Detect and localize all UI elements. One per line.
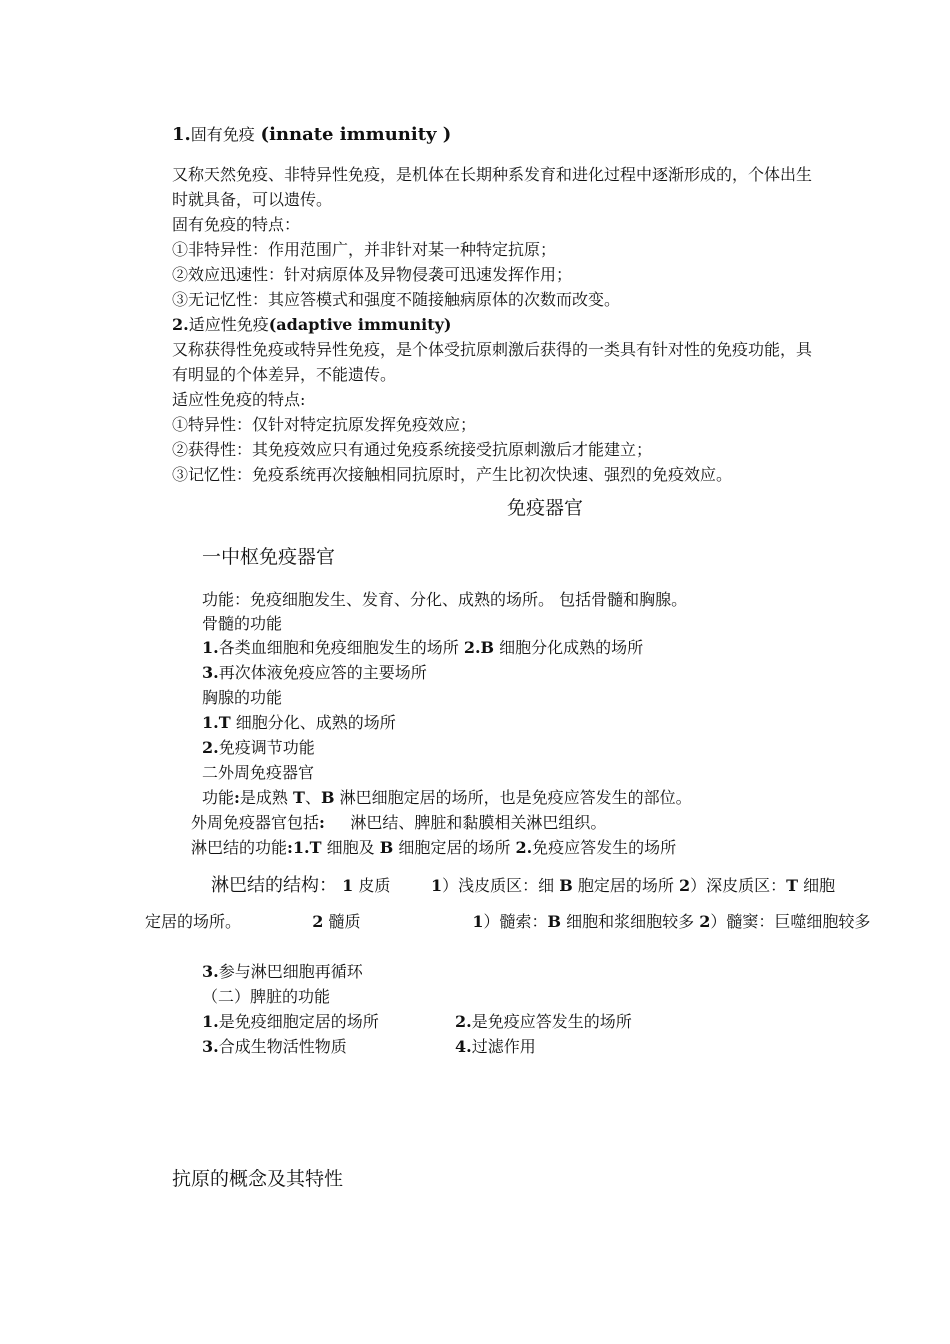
ln-func-text-3: 免疫应答发生的场所 [532,838,677,857]
marrow-3-text: 再次体液免疫应答的主要场所 [218,663,427,682]
ln-s-1: 1 [342,876,354,895]
marrow-1-text: 各类血细胞和免疫细胞发生的场所 [218,638,459,657]
section-2-features-title: 适应性免疫的特点: [172,390,306,409]
ln-func-text-2: 细胞定居的场所 [398,838,511,857]
section-2-title [172,314,451,336]
section-1-features-title: 固有免疫的特点： [172,215,301,234]
spleen-3-text: 合成生物活性物质 [218,1037,347,1056]
thymus-1-text: 细胞分化、成熟的场所 [235,713,396,732]
ln-s-1p: 1 [431,876,443,895]
peri-include-text: 淋巴结、脾脏和黏膜相关淋巴组织。 [350,813,607,832]
section-2-desc-line-2: 有明显的个体差异，不能遗传。 [172,365,397,384]
ln-s-cell: 细胞 [803,876,836,895]
peripheral-function [202,787,692,809]
spleen-3-number: 3. [202,1037,219,1056]
section-2-feature-3: ③记忆性：免疫系统再次接触相同抗原时，产生比初次快速、强烈的免疫效应。 [172,465,733,484]
ln-s-cortex: 皮质 [358,876,391,895]
organs-heading: 免疫器官 [506,497,583,519]
section-2-desc-line-1: 又称获得性免疫或特异性免疫，是个体受抗原刺激后获得的一类具有针对性的免疫功能，具 [172,340,813,359]
ln-s2-plasma: 细胞和浆细胞较多 [566,912,695,931]
section-2-title-cn: 适应性免疫 [188,315,269,334]
spleen-2-text: 是免疫应答发生的场所 [471,1012,632,1031]
central-organs-title: 一中枢免疫器官 [202,546,336,568]
marrow-title: 骨髓的功能 [202,614,283,633]
ln-s-B: B [559,876,573,895]
marrow-2-text: 细胞分化成熟的场所 [499,638,644,657]
section-1-title-en: (innate immunity ) [260,124,452,145]
ln-s-deep: ）深皮质区： [690,876,787,895]
thymus-1-number: 1.T [202,713,231,732]
marrow-3-number: 3. [202,663,219,682]
peri-func-label: 功能 [202,788,235,807]
peri-func-sep: 、 [304,788,321,807]
peri-include-label: 外周免疫器官包括 [191,813,320,832]
ln-s-bcell: 胞定居的场所 [577,876,674,895]
lymph-node-structure-line-1 [211,875,835,897]
ln-s-2p: 2 [679,876,691,895]
ln-s-shallow: ）浅皮质区：细 [442,876,555,895]
peri-func-B: B [320,788,335,807]
thymus-function-2 [202,737,315,759]
marrow-2-number: 2.B [463,638,495,657]
peri-func-text-1: 是成熟 [239,788,288,807]
section-1-title [172,124,451,146]
thymus-function-1 [202,712,396,734]
marrow-1-number: 1. [202,638,219,657]
ln-s2-1p: 1 [472,912,484,931]
central-organs-function: 功能：免疫细胞发生、发育、分化、成熟的场所。 包括骨髓和胸腺。 [202,590,688,609]
ln-s2-2: 2 [312,912,324,931]
spleen-function-3 [202,1036,347,1058]
spleen-function-2 [455,1011,632,1033]
ln-3-number: 3. [202,962,219,981]
section-2-feature-1: ①特异性：仅针对特定抗原发挥免疫效应； [172,415,477,434]
antigen-title: 抗原的概念及其特性 [172,1168,344,1190]
section-1-feature-1: ①非特异性：作用范围广，并非针对某一种特定抗原； [172,240,557,259]
spleen-functions-1-2 [202,1011,379,1033]
ln-s2-cord: ）髓索： [483,912,548,931]
spleen-4-number: 4. [455,1037,472,1056]
section-1-title-cn: 固有免疫 [190,125,255,144]
lymph-node-function-3 [202,961,363,983]
thymus-title: 胸腺的功能 [202,688,283,707]
ln-s-T: T [786,876,799,895]
ln-func-B: B [379,838,394,857]
ln-func-num-2: 2. [515,838,533,857]
ln-func-text-1: 细胞及 [326,838,375,857]
thymus-2-number: 2. [202,738,219,757]
ln-s2-2p: 2 [699,912,711,931]
ln-s2-sinus: ）髓窦：巨噬细胞较多 [710,912,871,931]
section-1-number: 1. [172,124,191,145]
section-1-desc-line-1: 又称天然免疫、非特异性免疫，是机体在长期种系发育和进化过程中逐渐形成的，个体出生 [172,165,813,184]
ln-3-text: 参与淋巴细胞再循环 [218,962,363,981]
ln-func-label: 淋巴结的功能 [191,838,288,857]
peri-func-text-2: 淋巴细胞定居的场所，也是免疫应答发生的部位。 [339,788,692,807]
section-1-desc-line-2: 时就具备，可以遗传。 [172,190,333,209]
spleen-title: （二）脾脏的功能 [202,987,331,1006]
ln-s2-B: B [547,912,562,931]
ln-func-num-1: :1.T [287,838,322,857]
lymph-node-structure-line-2 [145,911,870,933]
section-2-number: 2. [172,315,189,334]
thymus-2-text: 免疫调节功能 [218,738,315,757]
peripheral-organs-title: 二外周免疫器官 [202,763,315,782]
ln-structure-title: 淋巴结的结构： [211,875,337,896]
spleen-2-number: 2. [455,1012,472,1031]
spleen-function-4 [455,1036,536,1058]
spleen-4-text: 过滤作用 [471,1037,536,1056]
spleen-1-text: 是免疫细胞定居的场所 [218,1012,379,1031]
peri-include-colon: : [319,813,325,832]
ln-s2-place: 定居的场所。 [145,912,242,931]
section-1-feature-3: ③无记忆性：其应答模式和强度不随接触病原体的次数而改变。 [172,290,621,309]
peri-func-colon: : [234,788,240,807]
marrow-functions-1-2 [202,637,643,659]
spleen-1-number: 1. [202,1012,219,1031]
lymph-node-function [191,837,676,859]
peripheral-includes [191,812,606,834]
section-2-title-en: (adaptive immunity) [268,315,452,334]
peri-func-T: T [293,788,305,807]
section-2-feature-2: ②获得性：其免疫效应只有通过免疫系统接受抗原刺激后才能建立； [172,440,653,459]
ln-s2-medulla: 髓质 [328,912,361,931]
section-1-feature-2: ②效应迅速性：针对病原体及异物侵袭可迅速发挥作用； [172,265,573,284]
marrow-function-3 [202,662,427,684]
